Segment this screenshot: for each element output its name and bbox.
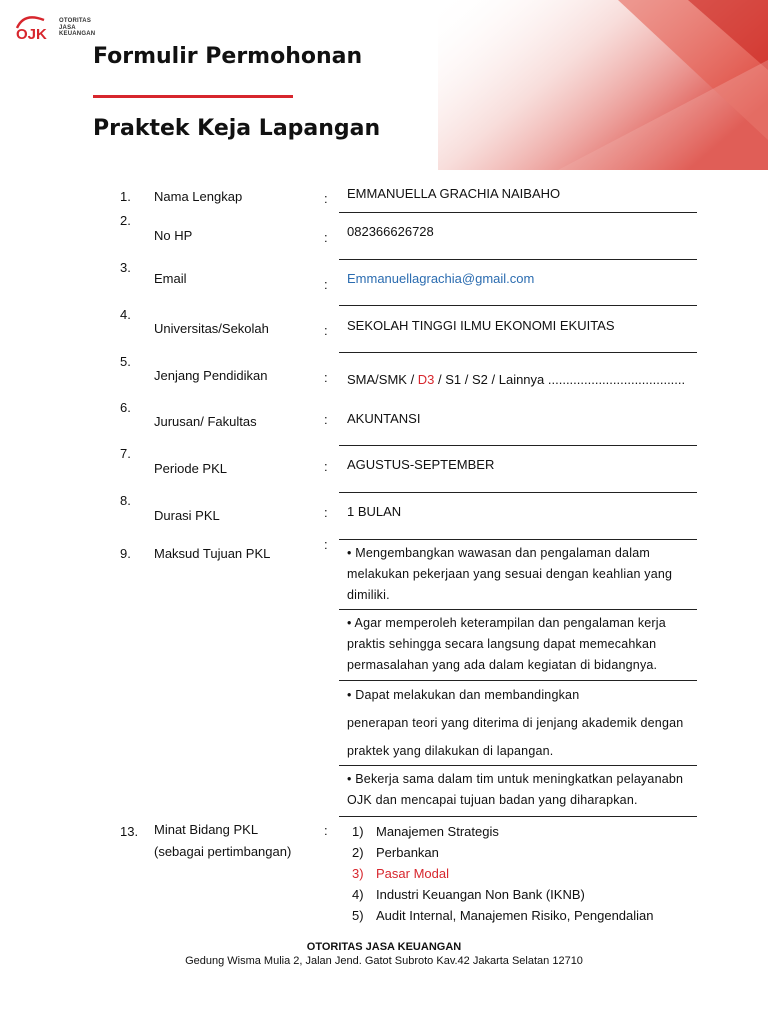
field-underline [339, 680, 697, 681]
field-underline [339, 539, 697, 540]
field-underline [339, 492, 697, 493]
row-number: 4. [120, 307, 131, 322]
colon: : [324, 277, 328, 292]
footer-organization: OTORITAS JASA KEUANGAN [306, 941, 462, 953]
row-number: 1. [120, 189, 131, 204]
field-underline [339, 352, 697, 353]
colon: : [324, 191, 328, 206]
value-hp[interactable]: 082366626728 [347, 224, 434, 239]
selected-jenjang: D3 [417, 372, 435, 387]
label-minat: Minat Bidang PKL [154, 822, 259, 837]
minat-list [352, 821, 654, 926]
minat-option[interactable]: 5) Audit Internal, Manajemen Risiko, Pengendalian [352, 908, 654, 923]
colon: : [324, 823, 328, 838]
row-number: 3. [120, 260, 131, 275]
value-nama[interactable]: EMMANUELLA GRACHIA NAIBAHO [347, 186, 561, 201]
colon: : [324, 537, 328, 552]
minat-option[interactable]: 4) Industri Keuangan Non Bank (IKNB) [352, 887, 585, 902]
form-title: Formulir Permohonan [93, 44, 363, 69]
label-jurusan: Jurusan/ Fakultas [154, 414, 257, 429]
value-periode[interactable]: AGUSTUS-SEPTEMBER [347, 457, 495, 472]
label-univ: Universitas/Sekolah [154, 321, 269, 336]
value-jurusan[interactable]: AKUNTANSI [347, 411, 421, 426]
colon: : [324, 323, 328, 338]
label-durasi: Durasi PKL [154, 508, 220, 523]
title-divider [93, 95, 293, 98]
svg-text:OJK: OJK [16, 26, 47, 42]
field-underline [339, 212, 697, 213]
row-number: 9. [120, 546, 131, 561]
row-number: 13. [120, 824, 139, 839]
label-jenjang: Jenjang Pendidikan [154, 368, 268, 383]
row-number: 8. [120, 493, 131, 508]
maksud-point-4[interactable]: • Bekerja sama dalam tim untuk meningkatkan pelayanabn OJK dan mencapai tujuan badan yang diharapkan. [347, 772, 684, 807]
maksud-point-3-line1[interactable]: • Dapat melakukan dan membandingkan [347, 688, 580, 702]
colon: : [324, 505, 328, 520]
footer-address: Gedung Wisma Mulia 2, Jalan Jend. Gatot Subroto Kav.42 Jakarta Selatan 12710 [185, 955, 583, 967]
form-subtitle: Praktek Keja Lapangan [93, 116, 381, 141]
minat-option[interactable]: 2) Perbankan [352, 845, 439, 860]
label-hp: No HP [154, 228, 193, 243]
ojk-logo-icon [14, 14, 54, 42]
colon: : [324, 230, 328, 245]
colon: : [324, 412, 328, 427]
maksud-point-1[interactable]: • Mengembangkan wawasan dan pengalaman dalam melakukan pekerjaan yang sesuai dengan keahlian yang dimiliki. [347, 546, 673, 602]
field-underline [339, 305, 697, 306]
label-email: Email [154, 271, 187, 286]
value-jenjang[interactable]: SMA/SMK / D3 / S1 / S2 / Lainnya ...................................... [347, 372, 686, 387]
label-periode: Periode PKL [154, 461, 227, 476]
field-underline [339, 259, 697, 260]
field-underline [339, 816, 697, 817]
maksud-point-2[interactable]: • Agar memperoleh keterampilan dan pengalaman kerja praktis sehingga secara langsung dapat memecahkan permasalahan yang ada dalam kegiatan di bidangnya. [347, 616, 666, 672]
colon: : [324, 459, 328, 474]
row-number: 6. [120, 400, 131, 415]
value-email[interactable]: Emmanuellagrachia@gmail.com [347, 271, 535, 286]
minat-option[interactable]: 1) Manajemen Strategis [352, 824, 499, 839]
value-univ[interactable]: SEKOLAH TINGGI ILMU EKONOMI EKUITAS [347, 318, 615, 333]
ojk-logo [14, 14, 95, 42]
colon: : [324, 370, 328, 385]
field-underline [339, 765, 697, 766]
minat-option-selected[interactable]: 3) Pasar Modal [352, 866, 449, 881]
label-minat-note: (sebagai pertimbangan) [154, 844, 292, 859]
value-durasi[interactable]: 1 BULAN [347, 504, 402, 519]
row-number: 2. [120, 213, 131, 228]
field-underline [339, 609, 697, 610]
field-underline [339, 445, 697, 446]
header-decoration [438, 0, 768, 170]
maksud-point-3-line3[interactable]: praktek yang dilakukan di lapangan. [347, 744, 554, 758]
label-maksud: Maksud Tujuan PKL [154, 546, 271, 561]
row-number: 5. [120, 354, 131, 369]
maksud-point-3-line2[interactable]: penerapan teori yang diterima di jenjang akademik dengan [347, 716, 684, 730]
row-number: 7. [120, 446, 131, 461]
label-nama: Nama Lengkap [154, 189, 243, 204]
logo-caption: OTORITAS JASA KEUANGAN [59, 18, 96, 38]
